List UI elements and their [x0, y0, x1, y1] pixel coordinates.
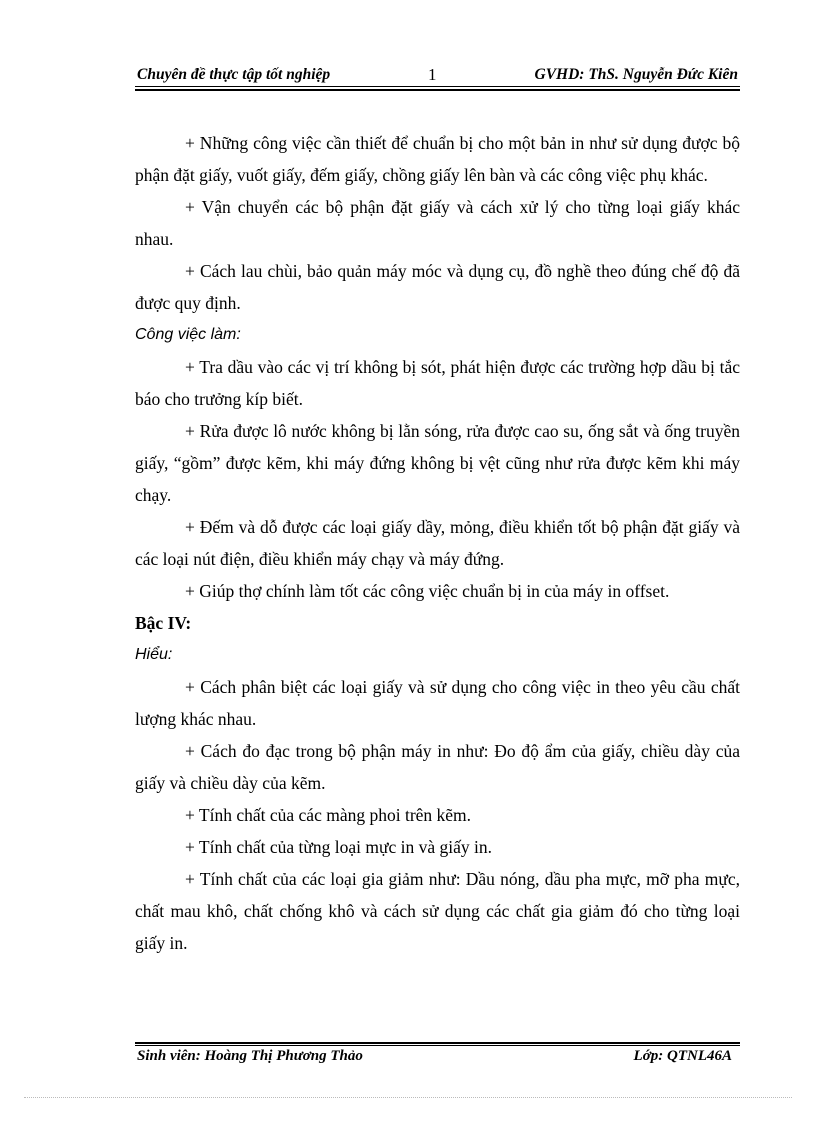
paragraph: + Những công việc cần thiết để chuẩn bị cho một bản in như sử dụng được bộ phận đặt giấy, vuốt giấy, đếm giấy, chồng giấy lên bàn và các công việc phụ khác.	[135, 133, 740, 185]
header-advisor: GVHD: ThS. Nguyễn Đức Kiên	[534, 66, 738, 83]
page-footer	[135, 1046, 740, 1068]
page-number: 1	[428, 65, 437, 84]
section-heading-bac-iv: Bậc IV:	[135, 613, 192, 633]
paragraph: + Tính chất của từng loại mực in và giấy in.	[185, 837, 492, 857]
paragraph: + Tra dầu vào các vị trí không bị sót, phát hiện được các trường hợp dầu bị tắc báo cho trưởng kíp biết.	[135, 357, 740, 409]
page-edge-divider	[24, 1097, 792, 1098]
header-rule-thin	[135, 86, 740, 87]
header-title: Chuyên đề thực tập tốt nghiệp	[137, 66, 331, 83]
paragraph: + Đếm và dỗ được các loại giấy dầy, mỏng, điều khiển tốt bộ phận đặt giấy và các loại nút điện, điều khiển máy chạy và máy đứng.	[135, 517, 740, 569]
paragraph: + Cách phân biệt các loại giấy và sử dụng cho công việc in theo yêu cầu chất lượng khác nhau.	[135, 677, 740, 729]
footer-rule-thick	[135, 1042, 740, 1044]
paragraph: + Cách đo đạc trong bộ phận máy in như: Đo độ ẩm của giấy, chiều dày của giấy và chiều dày của kẽm.	[135, 741, 740, 793]
paragraph: + Vận chuyển các bộ phận đặt giấy và cách xử lý cho từng loại giấy khác nhau.	[135, 197, 740, 249]
paragraph: + Cách lau chùi, bảo quản máy móc và dụng cụ, đồ nghề theo đúng chế độ đã được quy định.	[135, 261, 740, 313]
section-heading-hieu: Hiểu:	[135, 646, 173, 663]
document-body	[135, 127, 740, 959]
paragraph: + Giúp thợ chính làm tốt các công việc chuẩn bị in của máy in offset.	[185, 581, 670, 601]
paragraph: + Tính chất của các màng phoi trên kẽm.	[185, 805, 472, 825]
section-heading-cong-viec-lam: Công việc làm:	[135, 326, 241, 343]
footer-student: Sinh viên: Hoàng Thị Phương Thảo	[137, 1048, 363, 1064]
page-header	[135, 62, 740, 86]
footer-class: Lớp: QTNL46A	[633, 1048, 732, 1064]
header-rule-thick	[135, 89, 740, 91]
paragraph: + Rửa được lô nước không bị lằn sóng, rửa được cao su, ống sắt và ống truyền giấy, “gồm” được kẽm, khi máy đứng không bị vệt cũng như rửa được kẽm khi máy chạy.	[135, 421, 740, 505]
paragraph: + Tính chất của các loại gia giảm như: Dầu nóng, dầu pha mực, mỡ pha mực, chất mau khô, chất chống khô và cách sử dụng các chất gia giảm đó cho từng loại giấy in.	[135, 869, 740, 953]
